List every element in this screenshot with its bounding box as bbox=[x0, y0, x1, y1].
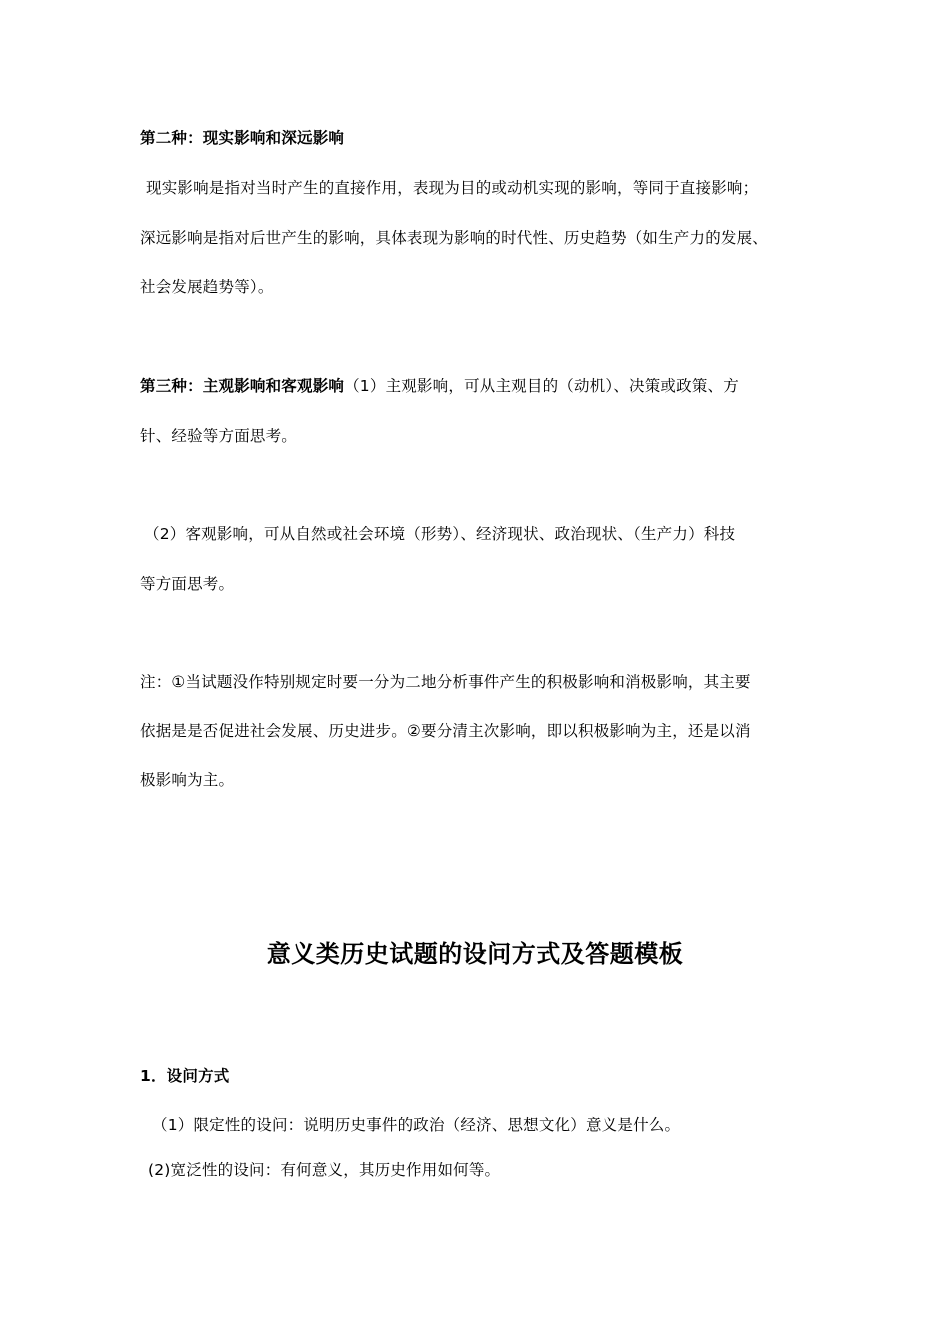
section-three-item-1-text: （1）主观影响，可从主观目的（动机）、决策或政策、方 bbox=[344, 377, 739, 395]
subsection-one-item-1: （1）限定性的设问：说明历史事件的政治（经济、思想文化）意义是什么。 bbox=[152, 1116, 681, 1134]
section-three-line-2: 针、经验等方面思考。 bbox=[140, 427, 298, 445]
section-two-line-2: 深远影响是指对后世产生的影响，具体表现为影响的时代性、历史趋势（如生产力的发展、 bbox=[140, 229, 769, 247]
section-two-title: 第二种：现实影响和深远影响 bbox=[140, 129, 345, 147]
note-line-3: 极影响为主。 bbox=[140, 771, 235, 789]
note-line-1: 注：①当试题没作特别规定时要一分为二地分析事件产生的积极影响和消极影响，其主要 bbox=[140, 673, 751, 691]
subsection-one-item-2: (2)宽泛性的设问：有何意义，其历史作用如何等。 bbox=[148, 1161, 501, 1179]
section-three-title: 第三种：主观影响和客观影响 bbox=[140, 377, 345, 395]
section-three-line-1 bbox=[140, 374, 739, 396]
section-two-line-3: 社会发展趋势等）。 bbox=[140, 278, 274, 296]
section-three-item-2-line-1: （2）客观影响，可从自然或社会环境（形势）、经济现状、政治现状、（生产力）科技 bbox=[144, 525, 736, 543]
note-line-2: 依据是是否促进社会发展、历史进步。②要分清主次影响，即以积极影响为主，还是以消 bbox=[140, 722, 751, 740]
main-heading: 意义类历史试题的设问方式及答题模板 bbox=[266, 940, 684, 968]
subsection-one-title: 1．设问方式 bbox=[140, 1067, 230, 1085]
section-three-item-2-line-2: 等方面思考。 bbox=[140, 575, 235, 593]
section-two-line-1: 现实影响是指对当时产生的直接作用，表现为目的或动机实现的影响，等同于直接影响； bbox=[146, 179, 759, 197]
